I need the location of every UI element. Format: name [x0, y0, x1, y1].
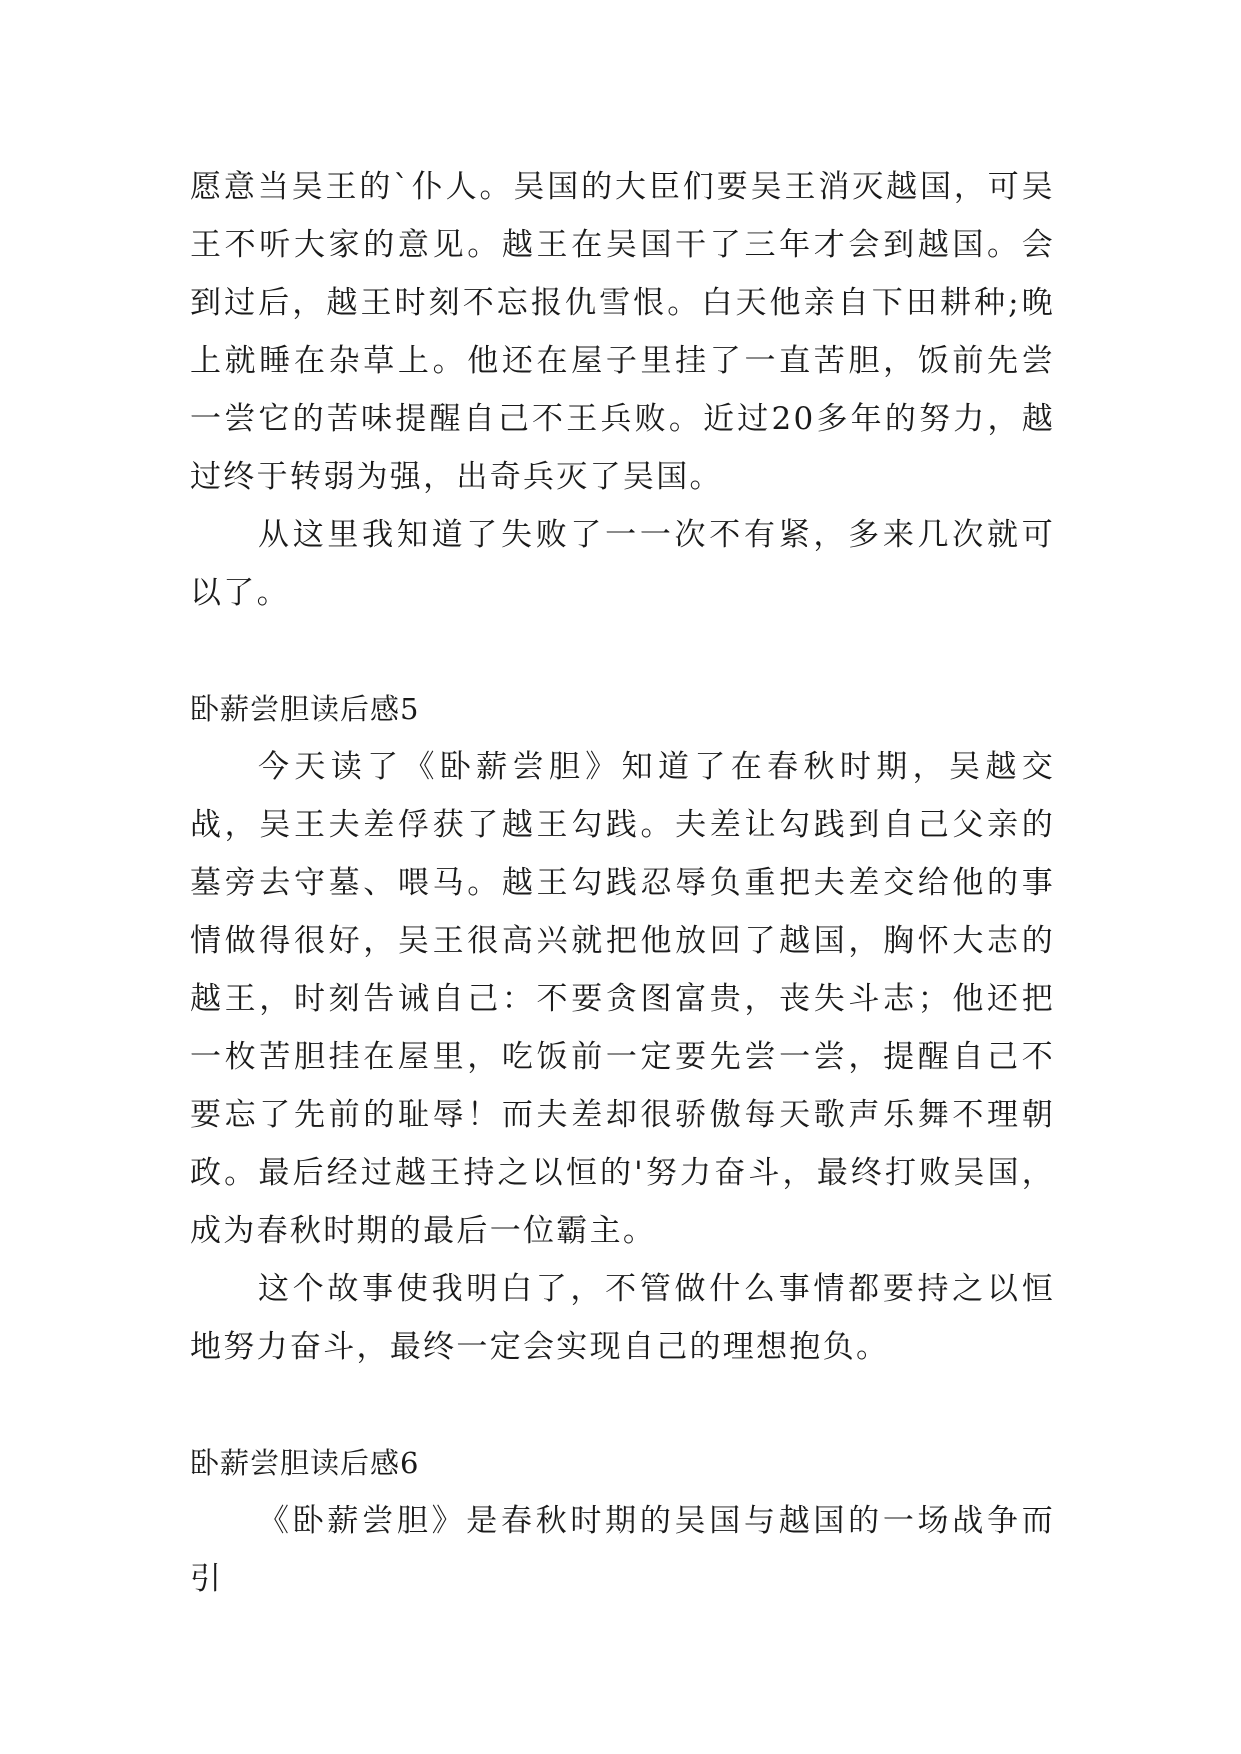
- paragraph-2: 从这里我知道了失败了一一次不有紧，多来几次就可以了。: [190, 517, 1055, 611]
- paragraph-5: 《卧薪尝胆》是春秋时期的吴国与越国的一场战争而引: [190, 1503, 1055, 1597]
- document-body: [190, 158, 1055, 1608]
- section-gap: [190, 622, 1055, 680]
- paragraph-1: 愿意当吴王的`仆人。吴国的大臣们要吴王消灭越国，可吴王不听大家的意见。越王在吴国干了三年才会到越国。会到过后，越王时刻不忘报仇雪恨。白天他亲自下田耕种;晚上就睡在杂草上。他还在屋子里挂了一直苦胆，饭前先尝一尝它的苦味提醒自己不王兵败。近过20多年的努力，越过终于转弱为强，出奇兵灭了吴国。: [190, 169, 1055, 495]
- paragraph-3: 今天读了《卧薪尝胆》知道了在春秋时期，吴越交战，吴王夫差俘获了越王勾践。夫差让勾践到自己父亲的墓旁去守墓、喂马。越王勾践忍辱负重把夫差交给他的事情做得很好，吴王很高兴就把他放回了越国，胸怀大志的越王，时刻告诫自己：不要贪图富贵，丧失斗志；他还把一枚苦胆挂在屋里，吃饭前一定要先尝一尝，提醒自己不要忘了先前的耻辱！而夫差却很骄傲每天歌声乐舞不理朝政。最后经过越王持之以恒的'努力奋斗，最终打败吴国，成为春秋时期的最后一位霸主。: [190, 749, 1055, 1249]
- section-gap: [190, 1376, 1055, 1434]
- section-heading-5: 卧薪尝胆读后感5: [190, 692, 420, 726]
- paragraph-4: 这个故事使我明白了，不管做什么事情都要持之以恒地努力奋斗，最终一定会实现自己的理想抱负。: [190, 1271, 1055, 1365]
- section-heading-6: 卧薪尝胆读后感6: [190, 1446, 420, 1480]
